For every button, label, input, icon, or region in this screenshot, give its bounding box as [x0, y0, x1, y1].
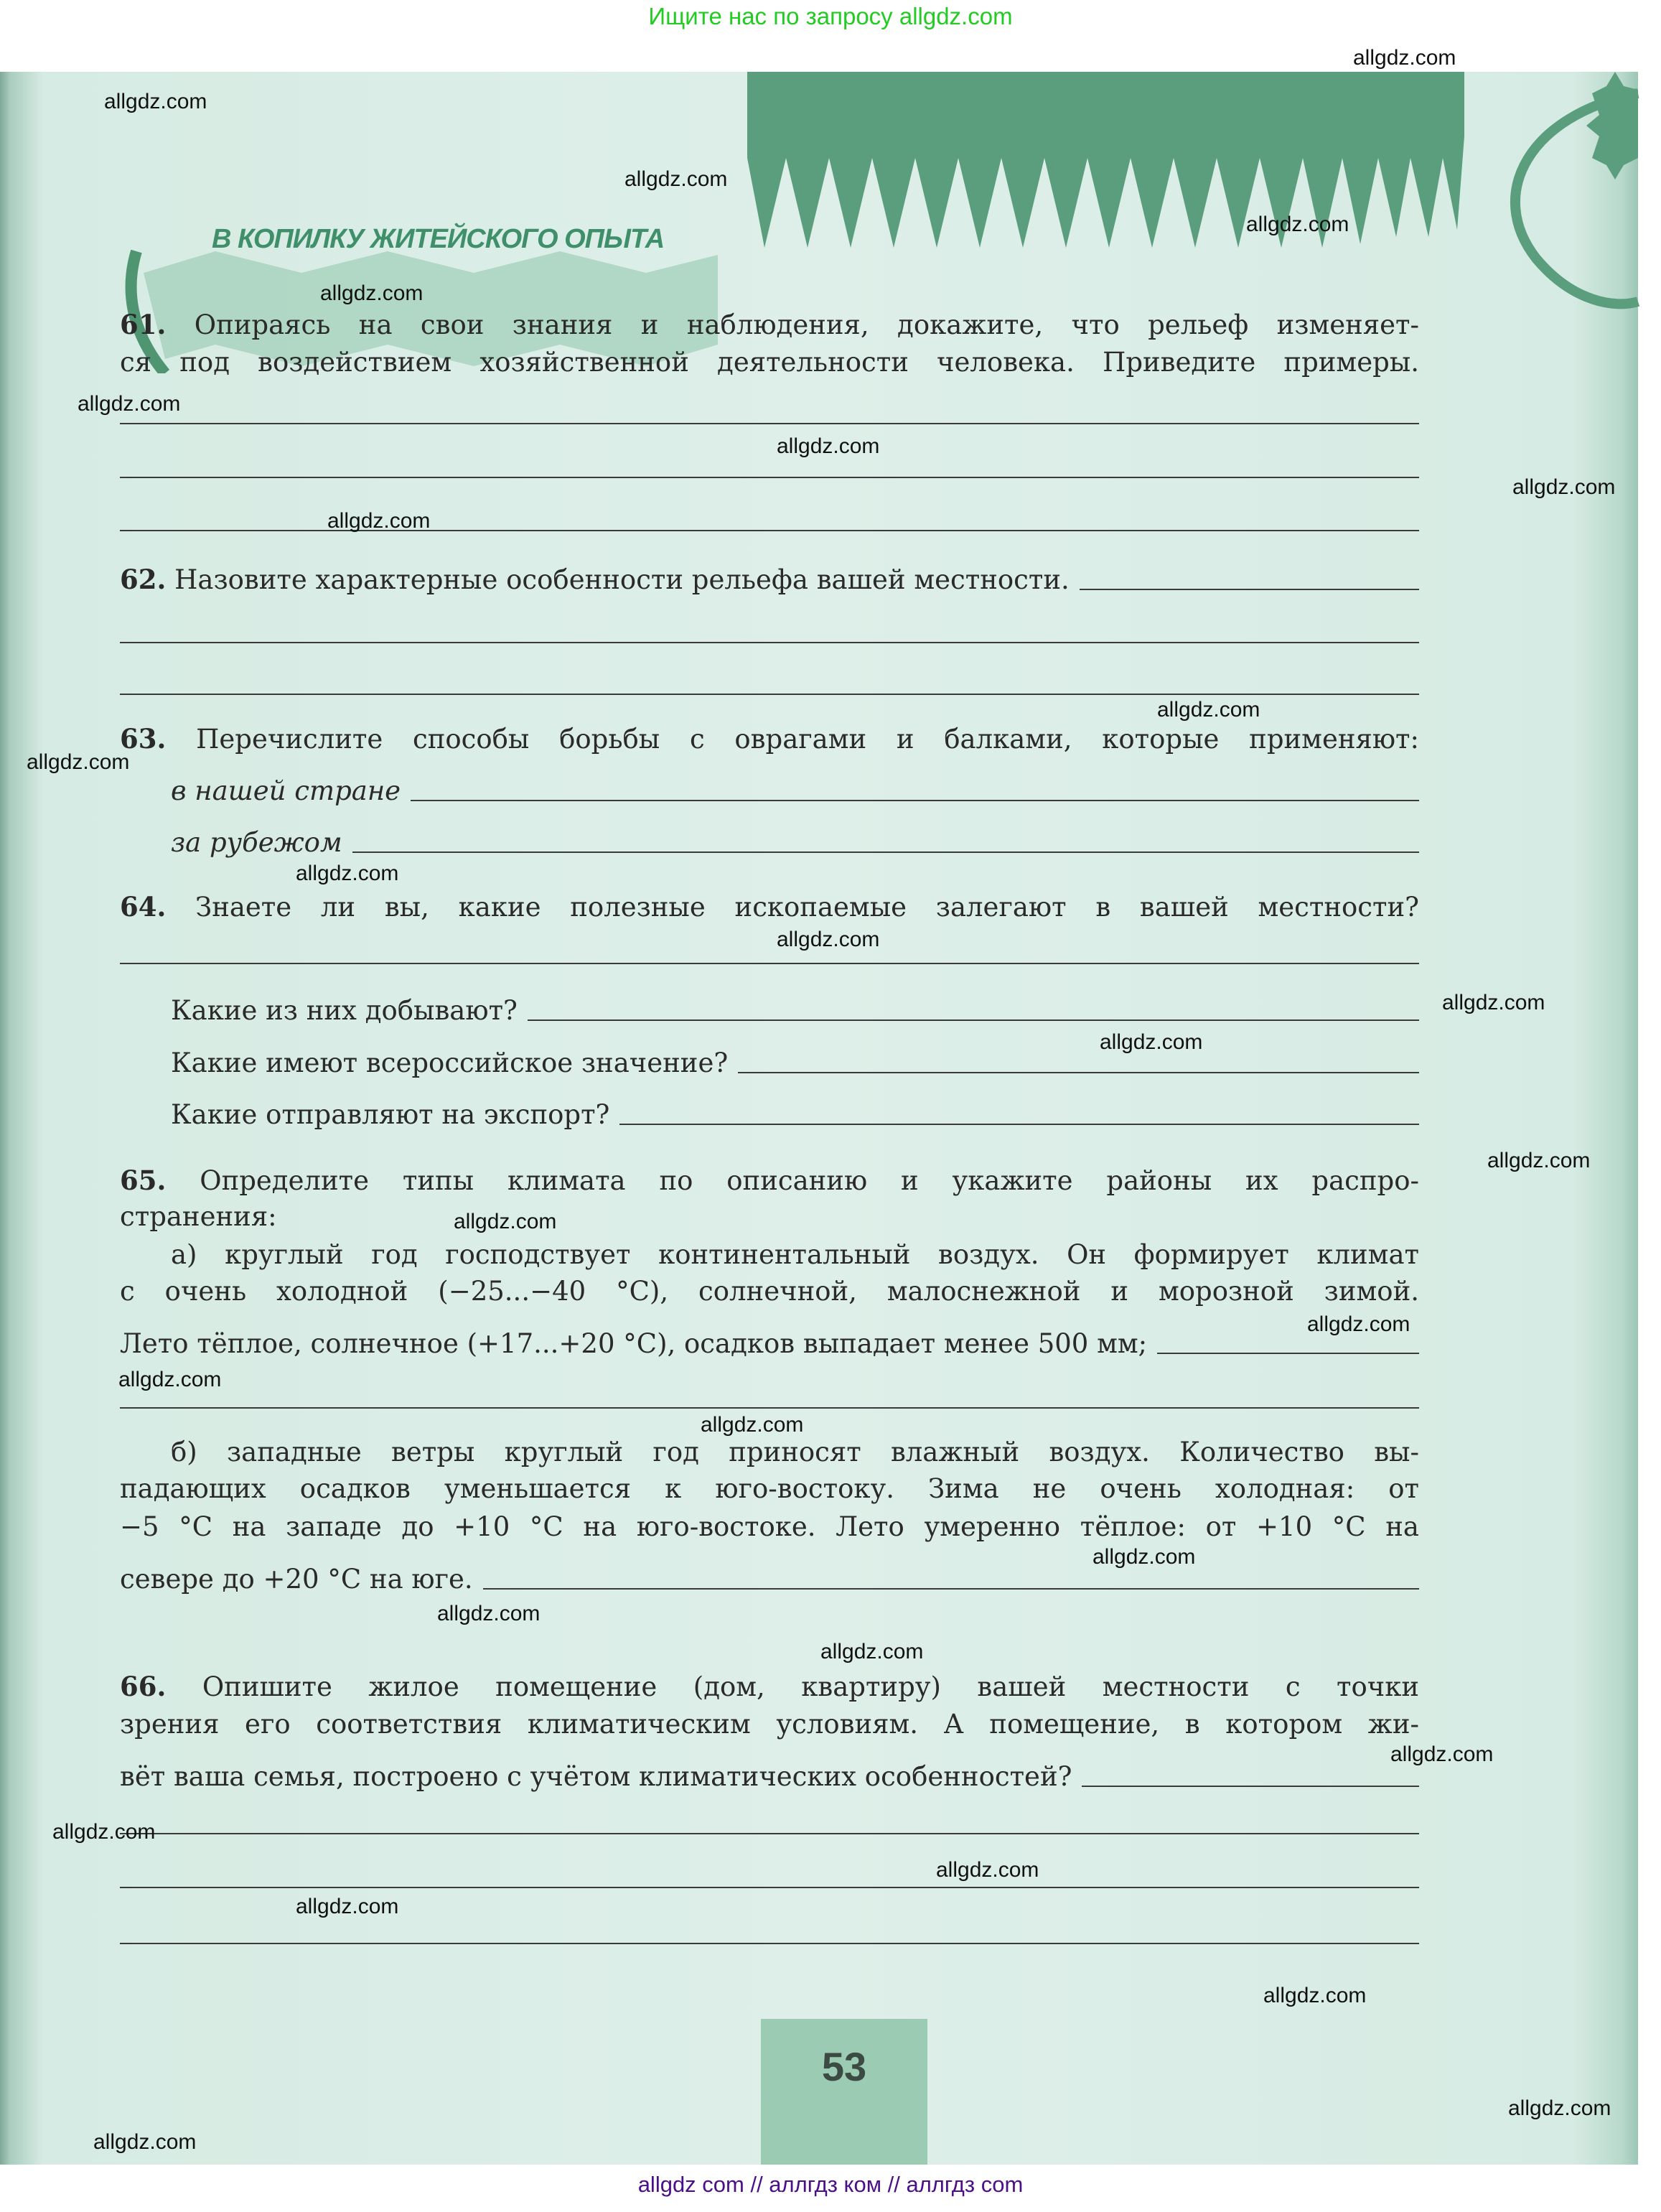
answer-line[interactable]	[1080, 589, 1419, 590]
answer-line[interactable]	[120, 642, 1419, 643]
bottom-banner	[0, 2165, 1661, 2212]
task-64: 64. Знаете ли вы, какие полезные ископаемые залегают в вашей местности?	[120, 891, 1419, 923]
task-65-b-line4: севере до +20 °С на юге.	[120, 1562, 1419, 1597]
star-icon	[1586, 72, 1638, 179]
watermark: allgdz.com	[320, 281, 424, 305]
task-65-b-line2: падающих осадков уменьшается к юго-востоку. Зима не очень холодная: от	[120, 1473, 1419, 1504]
watermark: allgdz.com	[701, 1413, 804, 1437]
answer-line[interactable]	[528, 1019, 1419, 1021]
watermark: allgdz.com	[1508, 2096, 1611, 2120]
task-63: 63. Перечислите способы борьбы с оврагами и балками, которые применяют:	[120, 723, 1419, 755]
watermark: allgdz.com	[327, 509, 431, 533]
watermark: allgdz.com	[1092, 1545, 1196, 1569]
answer-line[interactable]	[120, 694, 1419, 695]
answer-line[interactable]	[411, 800, 1419, 801]
watermark: allgdz.com	[52, 1820, 156, 1844]
task-64-q1: Какие из них добывают?	[171, 994, 1419, 1028]
answer-line[interactable]	[120, 423, 1419, 424]
task-65-a-line2: с очень холодной (−25...−40 °С), солнечной, малоснежной и морозной зимой.	[120, 1276, 1419, 1307]
watermark: allgdz.com	[437, 1602, 541, 1625]
watermark: allgdz.com	[1157, 698, 1260, 722]
answer-line[interactable]	[619, 1124, 1419, 1125]
answer-line[interactable]	[120, 963, 1419, 964]
watermark: allgdz.com	[118, 1368, 222, 1391]
watermark: allgdz.com	[1263, 1984, 1367, 2007]
section-heading: В КОПИЛКУ ЖИТЕЙСКОГО ОПЫТА	[212, 224, 665, 254]
task-64-q2: Какие имеют всероссийское значение?	[171, 1046, 1419, 1081]
task-64-q3: Какие отправляют на экспорт?	[171, 1098, 1419, 1132]
task-66-line3: вёт ваша семья, построено с учётом климатических особенностей?	[120, 1760, 1419, 1794]
task-63-domestic: в нашей стране	[171, 774, 1419, 808]
watermark: allgdz.com	[1246, 213, 1349, 236]
answer-line[interactable]	[738, 1072, 1419, 1073]
watermark: allgdz.com	[296, 1895, 399, 1918]
task-66-line2: зрения его соответствия климатическим условиям. А помещение, в котором жи-	[120, 1709, 1419, 1740]
watermark: allgdz.com	[1390, 1742, 1494, 1766]
watermark: allgdz.com	[1487, 1149, 1591, 1172]
page-number-box	[761, 2019, 927, 2165]
task-66-line1: 66. Опишите жилое помещение (дом, квартиру) вашей местности с точки	[120, 1671, 1419, 1702]
task-65-a-line3: Лето тёплое, солнечное (+17...+20 °С), осадков выпадает менее 500 мм;	[120, 1327, 1419, 1361]
top-banner-text[interactable]: Ищите нас по запросу allgdz.com	[648, 3, 1013, 29]
watermark: allgdz.com	[624, 167, 728, 191]
watermark: allgdz.com	[1100, 1030, 1203, 1054]
page-number: 53	[821, 2044, 867, 2089]
watermark: allgdz.com	[93, 2130, 197, 2154]
task-61-line1: 61. Опираясь на свои знания и наблюдения, докажите, что рельеф изменяет-	[120, 309, 1419, 340]
answer-line[interactable]	[1157, 1353, 1419, 1354]
watermark: allgdz.com	[78, 392, 181, 416]
task-number: 61.	[120, 309, 167, 340]
watermark: allgdz.com	[104, 90, 207, 113]
task-65-a-line1: а) круглый год господствует континентальный воздух. Он формирует климат	[171, 1239, 1419, 1270]
watermark: allgdz.com	[820, 1640, 924, 1663]
answer-line[interactable]	[1082, 1786, 1419, 1787]
watermark: allgdz.com	[1442, 991, 1545, 1014]
task-65-b-line3: −5 °С на западе до +10 °С на юго-востоке. Лето умеренно тёплое: от +10 °С на	[120, 1511, 1419, 1542]
answer-line[interactable]	[120, 1887, 1419, 1888]
task-65-b-line1: б) западные ветры круглый год приносят влажный воздух. Количество вы-	[171, 1437, 1419, 1467]
watermark: allgdz.com	[936, 1858, 1039, 1882]
watermark: allgdz.com	[27, 750, 130, 774]
watermark: allgdz.com	[777, 434, 880, 458]
answer-line[interactable]	[120, 530, 1419, 531]
task-65-line1: 65. Определите типы климата по описанию и укажите районы их распро-	[120, 1165, 1420, 1196]
watermark: allgdz.com	[777, 928, 880, 951]
bottom-banner-text[interactable]: allgdz com // аллгдз ком // аллгдз com	[637, 2172, 1024, 2197]
answer-line[interactable]	[120, 1407, 1419, 1409]
task-65-line2: странения:	[120, 1201, 277, 1232]
task-62: 62. Назовите характерные особенности рельефа вашей местности.	[120, 562, 1419, 597]
watermark: allgdz.com	[1307, 1312, 1410, 1336]
answer-line[interactable]	[483, 1588, 1419, 1590]
task-63-abroad: за рубежом	[171, 826, 1419, 860]
answer-line[interactable]	[120, 477, 1419, 478]
answer-line[interactable]	[352, 851, 1419, 853]
watermark: allgdz.com	[296, 862, 399, 885]
watermark: allgdz.com	[1353, 46, 1456, 70]
answer-line[interactable]	[120, 1943, 1419, 1944]
watermark: allgdz.com	[1512, 475, 1616, 499]
task-61-line2: ся под воздействием хозяйственной деятельности человека. Приведите примеры.	[120, 347, 1419, 378]
answer-line[interactable]	[120, 1833, 1419, 1834]
watermark: allgdz.com	[454, 1210, 557, 1233]
